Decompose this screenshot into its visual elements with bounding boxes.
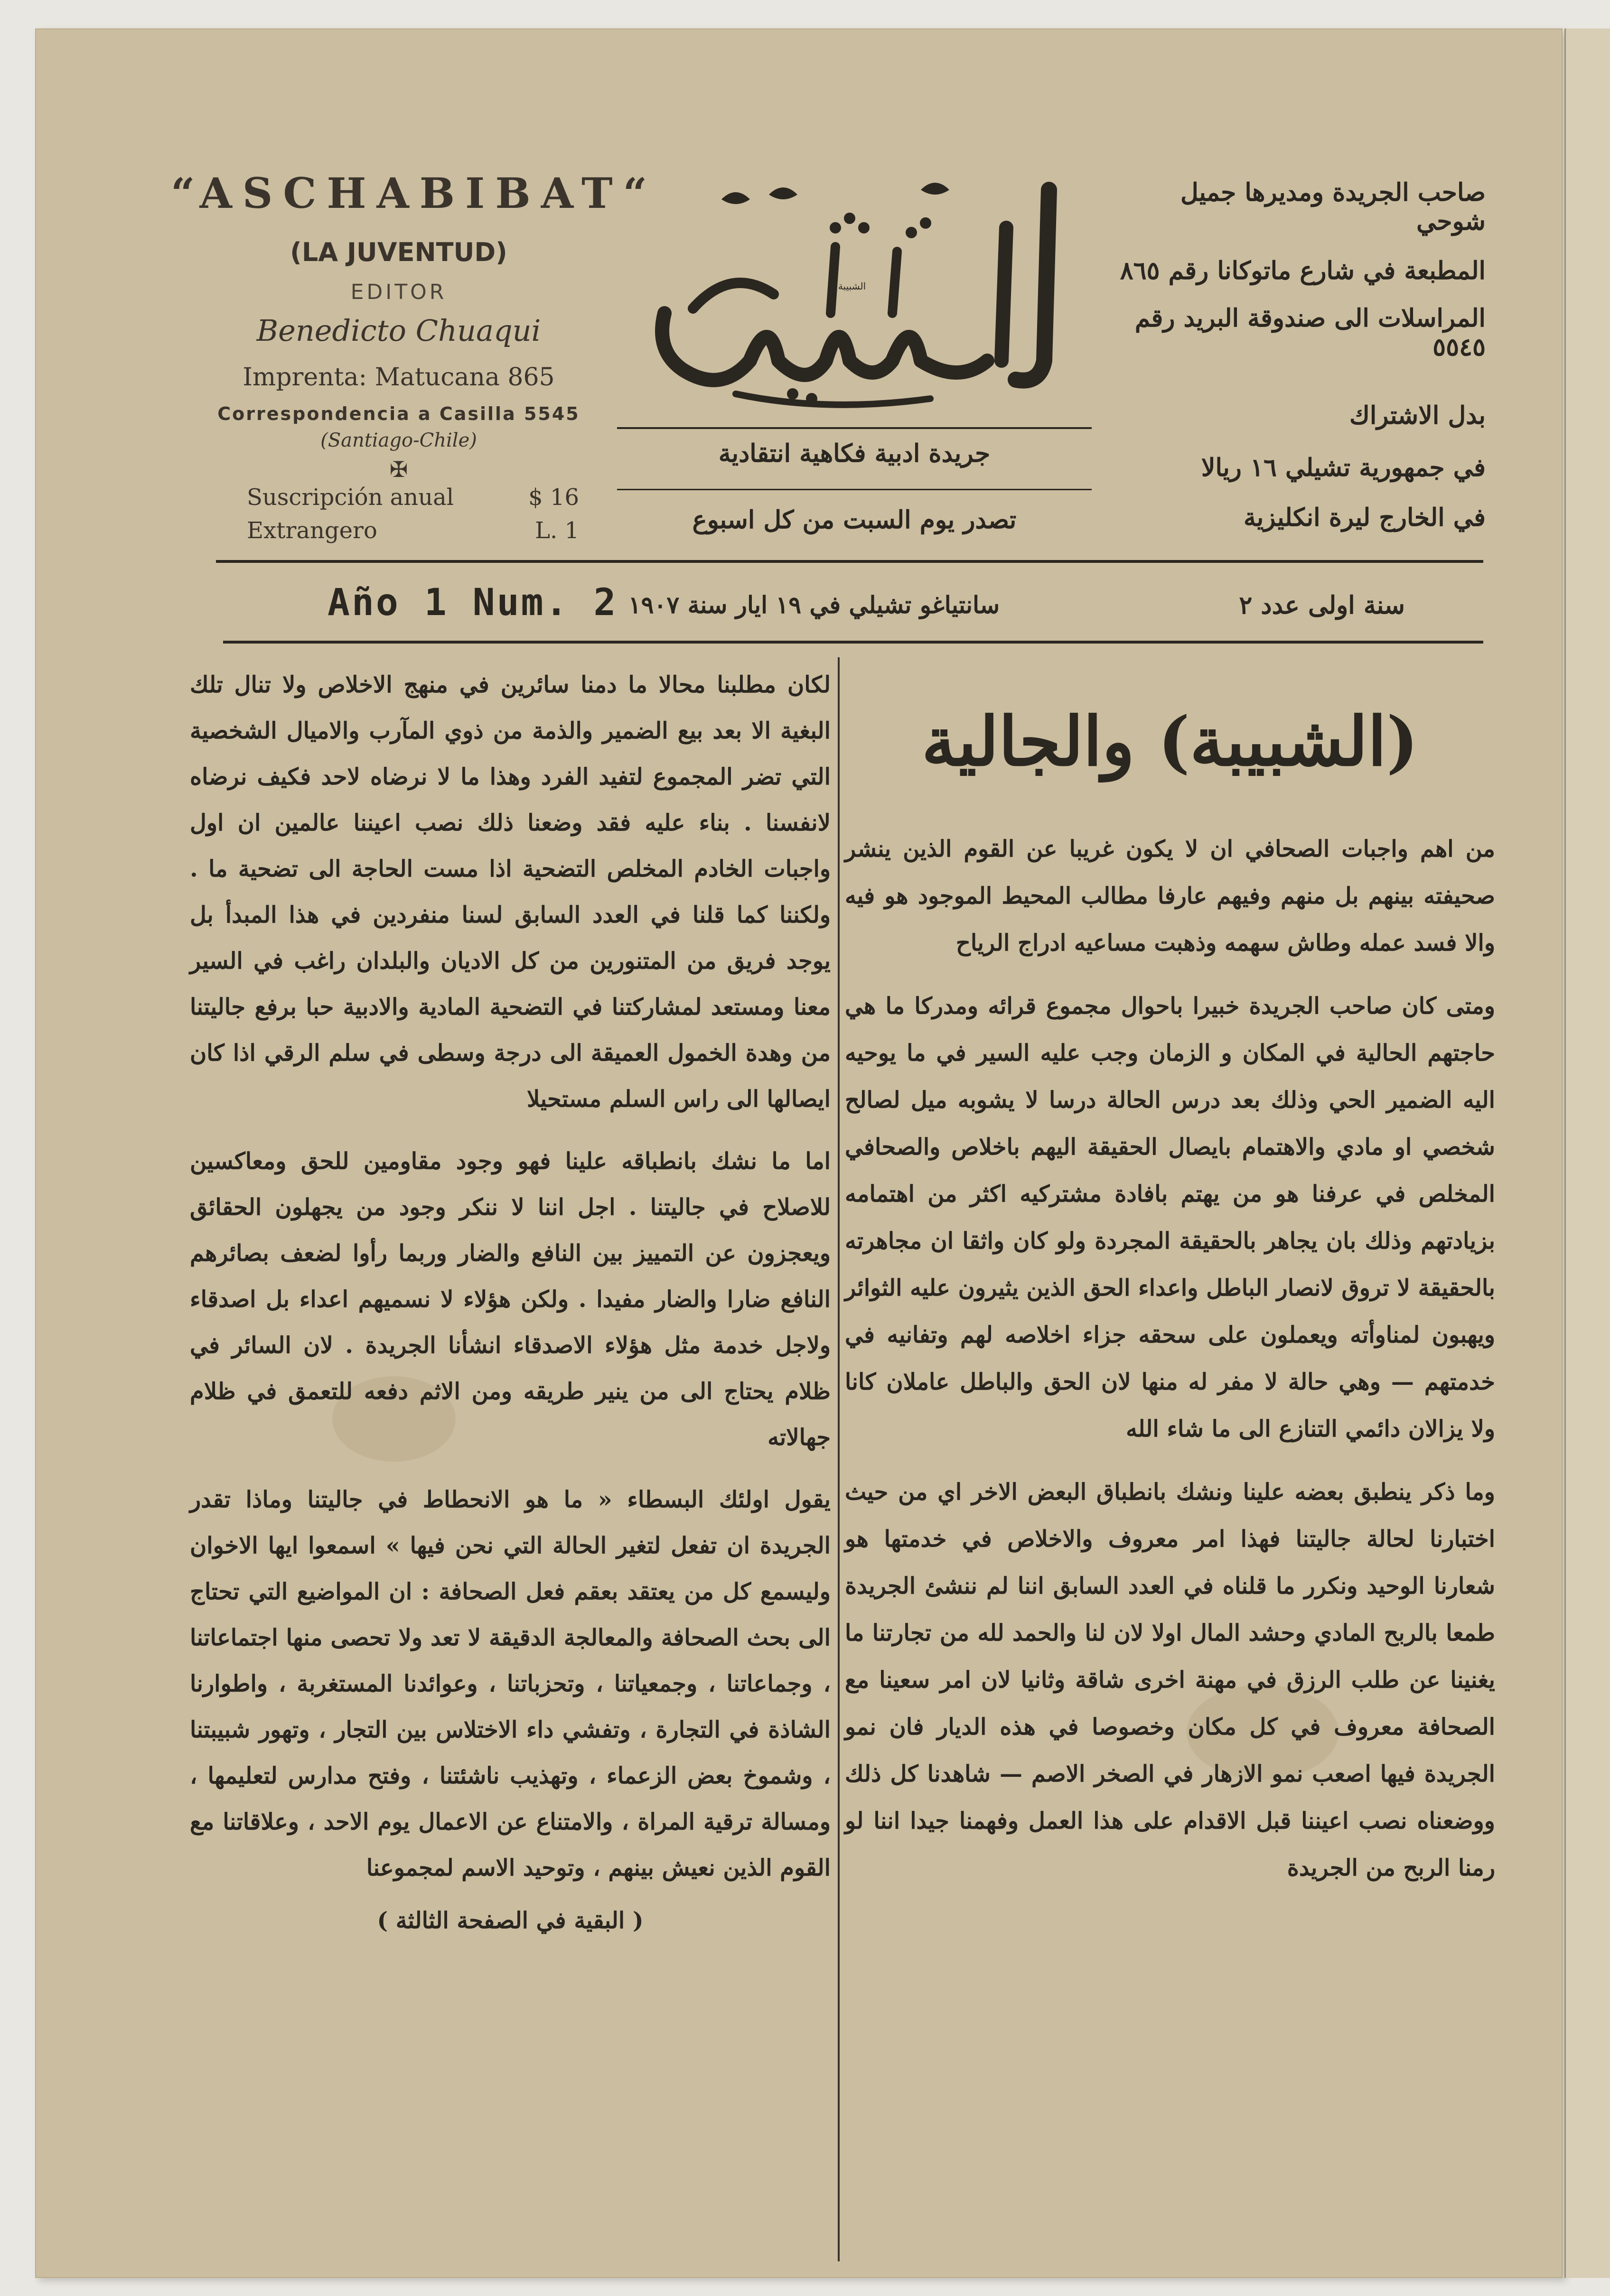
subscription-value: L. 1 [535, 517, 579, 544]
subscription-ar-local: في جمهورية تشيلي ١٦ ريالا [1201, 453, 1486, 482]
article-left-column [190, 662, 831, 1934]
imprenta-address: Imprenta: Matucana 865 [243, 363, 555, 392]
cross-ornament: ✠ [389, 457, 408, 482]
correspondence-address: Correspondencia a Casilla 5545 [217, 403, 580, 424]
subscription-row-foreign [247, 517, 579, 544]
tagline-rule-top [617, 427, 1092, 429]
subscription-row-annual [247, 484, 579, 511]
subscription-label: Suscripción anual [247, 484, 454, 511]
subscription-ar-foreign: في الخارج ليرة انكليزية [1244, 503, 1486, 532]
arabic-masthead-logo [627, 171, 1077, 418]
arabic-tagline: جريدة ادبية فكاهية انتقادية [718, 439, 991, 468]
next-page-edge [1564, 28, 1610, 2278]
subscription-ar-heading: بدل الاشتراك [1349, 401, 1486, 430]
article-headline: (الشبيبة) والجالية [921, 702, 1419, 781]
article-paragraph: لكان مطلبنا محالا ما دمنا سائرين في منهج الاخلاص ولا تنال تلك البغية الا بعد بيع الضمير والذمة من ذوي المآرب والاميال الشخصية التي تضر المجموع لتفيد الفرد وهذا ما لا نرضاه لاحد فكيف نرضاه لانفسنا . بناء عليه فقد وضعنا ذلك نصب اعيننا عالمين ان اول واجبات الخادم المخلص التضحية اذا مست الحاجة الى تضحية ما . ولكننا كما قلنا في العدد السابق لسنا منفردين في هذا المبدأ بل يوجد فريق من المتنورين من كل الاديان والبلدان راغب في السير معنا ومستعد لمشاركتنا في التضحية المادية والادبية حبا برفع جاليتنا من وهدة الخمول العميقة الى درجة وسطى في سلم الرقي اذا كان ايصالها الى راس السلم مستحيلا [190, 672, 831, 1112]
article-paragraph: يقول اولئك البسطاء « ما هو الانحطاط في جاليتنا وماذا تقدر الجريدة ان تفعل لتغير الحالة التي نحن فيها » اسمعوا ايها الاخوان وليسمع كل من يعتقد بعقم فعل الصحافة : ان المواضيع التي تحتاج الى بحث الصحافة والمعالجة الدقيقة لا تعد ولا تحصى منها اجتماعاتنا ، وجماعاتنا ، وجمعياتنا ، وتحزباتنا ، وعوائدنا المستغربة ، واطوارنا الشاذة في التجارة ، وتفشي داء الاختلاس بين التجار ، وتهور شبيبتنا ، وشموخ بعض الزعماء ، وتهذيب ناشئتنا ، وفتح مدارس لتعليمها ، ومسالة ترقية المراة ، والامتناع عن الاعمال يوم الاحد ، وعلاقاتنا مع القوم الذين نعيش بينهم ، وتوحيد الاسم لمجموعنا [190, 1486, 831, 1881]
publisher-line: صاحب الجريدة ومديرها جميل شوحي [1180, 178, 1486, 236]
latin-title: “ASCHABIBAT“ [171, 168, 658, 218]
article-paragraph: من اهم واجبات الصحافي ان لا يكون غريبا عن القوم الذين ينشر صحيفته بينهم بل منهم وفيهم عارفا مطالب المحيط الموجود هو فيه والا فسد عمله وطاش سهمه وذهبت مساعيه ادراج الرياح [845, 836, 1495, 956]
issue-number-arabic: سنة اولى عدد ٢ [1239, 591, 1405, 620]
publication-schedule: تصدر يوم السبت من كل اسبوع [692, 505, 1017, 534]
printer-line: المطبعة في شارع ماتوكانا رقم ٨٦٥ [1120, 256, 1486, 285]
tagline-rule-bottom [617, 489, 1092, 490]
subscription-label: Extrangero [247, 517, 377, 544]
issue-date-arabic: سانتياغو تشيلي في ١٩ ايار سنة ١٩٠٧ [628, 591, 1000, 619]
arabic-title-text: الشبيبة [838, 280, 866, 292]
article-paragraph: وما ذكر ينطبق بعضه علينا ونشك بانطباق البعض الاخر اي من حيث اختبارنا لحالة جاليتنا فهذا امر معروف والاخلاص في خدمتها هو شعارنا الوحيد ونكرر ما قلناه في العدد السابق اننا لم ننشئ الجريدة طمعا بالربح المادي وحشد المال اولا لان لنا والحمد لله من تجارتنا ما يغنينا عن طلب الرزق في مهنة اخرى شاقة وثانيا لان امر سعينا مع الصحافة معروف في كل مكان وخصوصا في هذه الديار فان نمو الجريدة فيها اصعب نمو الازهار في الصخر الاصم — شاهدنا كل ذلك ووضعناه نصب اعيننا قبل الاقدام على هذا العمل وفهمنا جيدا اننا لو رمنا الربح من الجريدة [845, 1479, 1495, 1881]
article-right-column [845, 826, 1495, 1908]
continued-note: ( البقية في الصفحة الثالثة ) [377, 1907, 644, 1934]
issue-bar-rule [223, 641, 1483, 644]
mailbox-line: المراسلات الى صندوقة البريد رقم ٥٥٤٥ [1134, 304, 1486, 362]
subscription-value: $ 16 [528, 484, 579, 511]
masthead-rule [216, 560, 1483, 563]
article-paragraph: ومتى كان صاحب الجريدة خبيرا باحوال مجموع قرائه ومدركا ما هي حاجتهم الحالية في المكان و الزمان وجب عليه السير في ما يوحيه اليه الضمير الحي وذلك بعد درس الحالة درسا لا يشوبه ميل لصالح شخصي او مادي والاهتمام بايصال الحقيقة اليهم باخلاص والصحافي المخلص في عرفنا هو من يهتم بافادة مشتركيه اكثر من اهتمامه بزيادتهم وذلك بان يجاهر بالحقيقة المجردة ولو كان واثقا ان مجاهرته بالحقيقة لا تروق لانصار الباطل واعداء الحق الذين يثيرون عليه الثوائر ويهبون لمناوأته ويعملون على سحقه جزاء اخلاصه لهم وتفانيه في خدمتهم — وهي حالة لا مفر له منها لان الحق والباطل عاملان كانا ولا يزالان دائمي التنازع الى ما شاء الله [845, 993, 1496, 1442]
column-divider [838, 657, 840, 2261]
latin-subtitle: (LA JUVENTUD) [290, 237, 507, 267]
editor-label: EDITOR [350, 280, 447, 304]
article-paragraph: اما ما نشك بانطباقه علينا فهو وجود مقاومين للحق ومعاكسين للاصلاح في جاليتنا . اجل اننا لا ننكر وجود من يجهلون الحقائق ويعجزون عن التمييز بين النافع والضار وربما رأوا لضعف بصائرهم النافع ضارا والضار مفيدا . ولكن هؤلاء لا نسميهم اعداء بل اصدقاء ولاجل خدمة مثل هؤلاء الاصدقاء انشأنا الجريدة . لان السائر في ظلام يحتاج الى من ينير طريقه ومن الاثم دفعه للتعمق في ظلام جهالاته [190, 1148, 831, 1451]
city: (Santiago-Chile) [320, 429, 477, 451]
issue-number-latin: Año 1 Num. 2 [328, 581, 618, 624]
editor-name: Benedicto Chuaqui [256, 313, 541, 348]
